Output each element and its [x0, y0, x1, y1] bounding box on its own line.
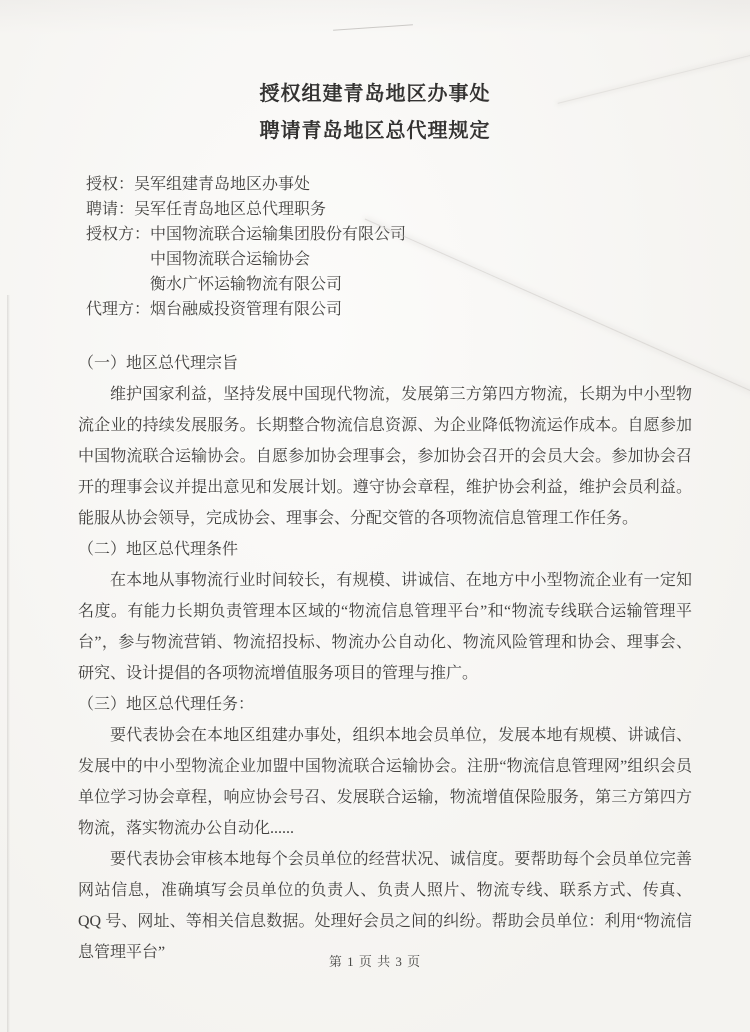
field-authorizing-party	[86, 222, 692, 247]
scan-scratch-mark	[333, 24, 413, 31]
document-title	[0, 76, 750, 150]
document-title-line-2: 聘请青岛地区总代理规定	[259, 120, 491, 142]
field-authorize-value: 吴军组建青岛地区办事处	[134, 176, 311, 193]
document-title-line-1: 授权组建青岛地区办事处	[259, 83, 491, 105]
section-2-paragraph-1: 在本地从事物流行业时间较长，有规模、讲诚信、在地方中小型物流企业有一定知名度。有能力长期负责管理本区域的“物流信息管理平台”和“物流专线联合运输管理平台”，参与物流营销、物流招投标、物流办公自动化、物流风险管理和协会、理事会、研究、设计提倡的各项物流增值服务项目的管理与推广。	[78, 572, 692, 682]
section-3-heading: （三）地区总代理任务：	[78, 696, 255, 713]
field-agent-party-label: 代理方：	[86, 301, 151, 318]
field-authorizing-party-label: 授权方：	[86, 226, 151, 243]
page-number: 第 1 页 共 3 页	[328, 954, 422, 969]
field-agent-party	[86, 297, 692, 322]
field-authorizing-party-2	[86, 247, 692, 272]
field-appoint	[86, 197, 692, 222]
field-authorizing-party-value: 中国物流联合运输集团股份有限公司	[150, 226, 407, 243]
section-1-paragraph-1: 维护国家利益，坚持发展中国现代物流，发展第三方第四方物流，长期为中小型物流企业的持续发展服务。长期整合物流信息资源、为企业降低物流运作成本。自愿参加中国物流联合运输协会。自愿参加协会理事会，参加协会召开的会员大会。参加协会召开的理事会议并提出意见和发展计划。遵守协会章程，维护协会利益，维护会员利益。能服从协会领导，完成协会、理事会、分配交管的各项物流信息管理工作任务。	[78, 386, 692, 527]
field-authorize-label: 授权：	[86, 176, 135, 193]
field-authorize	[86, 172, 692, 197]
field-appoint-label: 聘请：	[86, 201, 135, 218]
header-fields	[86, 172, 692, 322]
scan-paper-edge	[7, 295, 10, 1032]
section-3-paragraph-2: 要代表协会审核本地每个会员单位的经营状况、诚信度。要帮助每个会员单位完善网站信息，准确填写会员单位的负责人、负责人照片、物流专线、联系方式、传真、QQ 号、网址、等相关信息数据。处理好会员之间的纠纷。帮助会员单位：利用“物流信息管理平台”	[78, 851, 692, 961]
field-authorizing-party-3	[86, 272, 692, 297]
field-authorizing-party-3-value: 衡水广怀运输物流有限公司	[150, 276, 343, 293]
section-1-heading: （一）地区总代理宗旨	[78, 355, 239, 372]
field-authorizing-party-2-value: 中国物流联合运输协会	[150, 251, 311, 268]
field-appoint-value: 吴军任青岛地区总代理职务	[134, 201, 327, 218]
section-3-paragraph-1: 要代表协会在本地区组建办事处，组织本地会员单位，发展本地有规模、讲诚信、发展中的中小型物流企业加盟中国物流联合运输协会。注册“物流信息管理网”组织会员单位学习协会章程，响应协会号召、发展联合运输，物流增值保险服务，第三方第四方物流，落实物流办公自动化......	[78, 727, 692, 837]
field-agent-party-value: 烟台融威投资管理有限公司	[150, 301, 343, 318]
section-2-heading: （二）地区总代理条件	[78, 541, 239, 558]
document-body	[78, 348, 692, 968]
